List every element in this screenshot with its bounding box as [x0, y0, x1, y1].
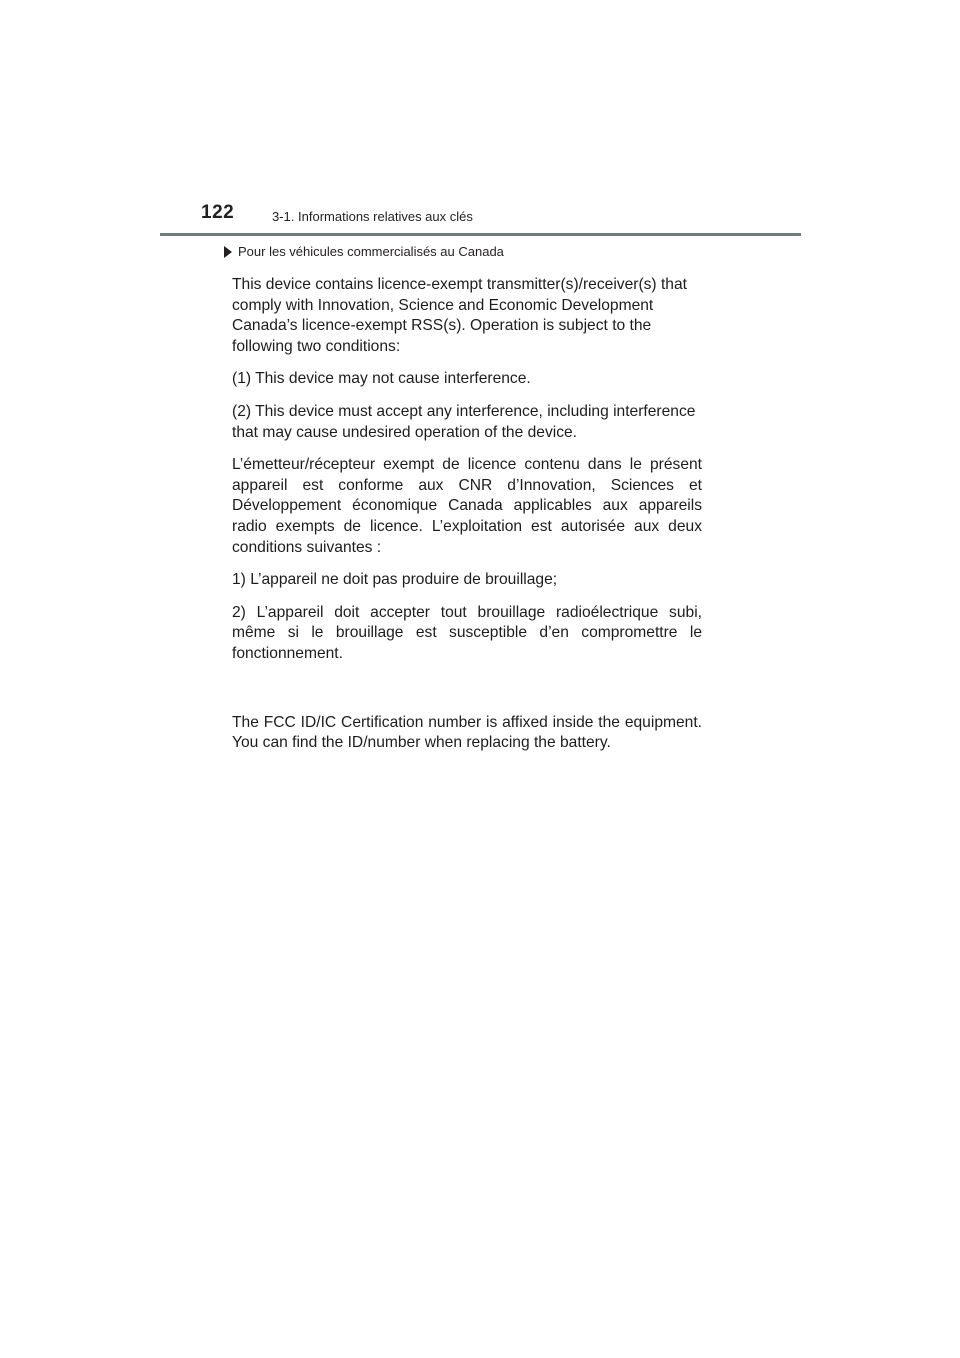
english-condition-1: (1) This device may not cause interference.: [232, 370, 531, 388]
compliance-notice: [232, 275, 702, 754]
header-divider: [160, 233, 801, 236]
english-condition-2: (2) This device must accept any interference, including interference that may cause undesired operation of the device.: [232, 402, 696, 441]
french-condition-1: 1) L’appareil ne doit pas produire de brouillage;: [232, 571, 558, 589]
english-intro: This device contains licence-exempt transmitter(s)/receiver(s) that comply with Innovation, Science and Economic Development Canada’s licence-exempt RSS(s). Operation is subject to the following two conditions:: [232, 276, 687, 355]
subsection-heading: [224, 244, 504, 259]
page-number: 122: [201, 202, 235, 223]
fcc-note: The FCC ID/IC Certification number is affixed inside the equipment. You can find the ID/number when replacing the battery.: [232, 713, 702, 752]
subsection-label: Pour les véhicules commercialisés au Canada: [238, 244, 504, 259]
page-header: [0, 0, 960, 240]
section-title: 3-1. Informations relatives aux clés: [272, 209, 473, 224]
triangle-right-icon: [224, 246, 232, 258]
french-condition-2: 2) L’appareil doit accepter tout brouillage radioélectrique subi, même si le brouillage est susceptible d’en compromettre le fonctionnement.: [232, 603, 702, 662]
french-intro: L’émetteur/récepteur exempt de licence contenu dans le présent appareil est conforme aux CNR d’Innovation, Sciences et Développement économique Canada applicables aux appareils radio exempts de licence. L’exploitation est autorisée aux deux conditions suivantes :: [232, 456, 702, 556]
